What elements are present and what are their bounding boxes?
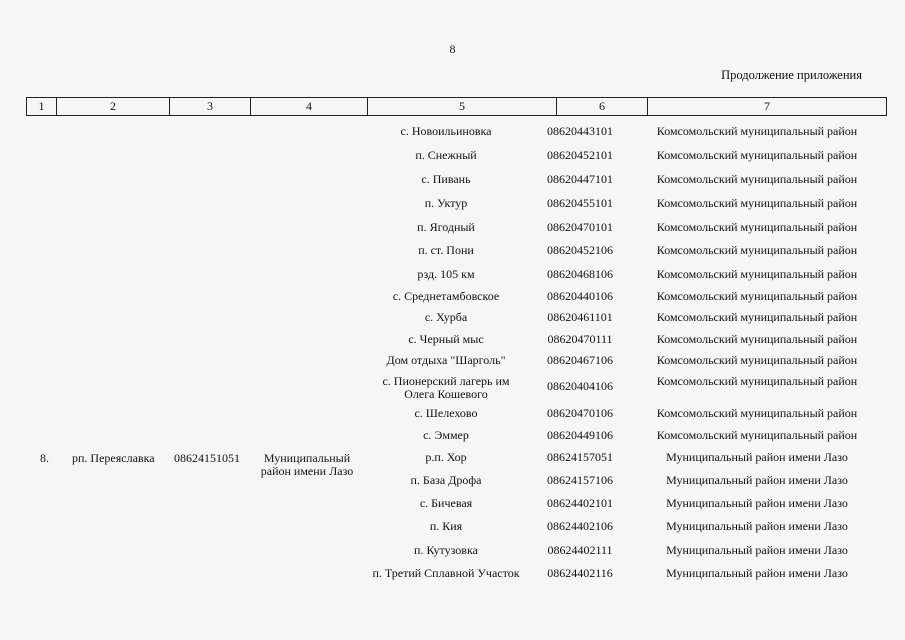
continuation-label: Продолжение приложения <box>721 68 862 82</box>
settlement-district: Комсомольский муниципальный район <box>656 124 858 138</box>
settlement-district: Комсомольский муниципальный район <box>656 310 858 324</box>
admin-center: рп. Переяславка <box>72 451 155 465</box>
settlement-oktmo: 08620452106 <box>547 243 613 257</box>
settlement-district: Муниципальный район имени Лазо <box>666 496 848 510</box>
settlement-oktmo: 08620461101 <box>547 310 613 324</box>
settlement-district: Комсомольский муниципальный район <box>656 353 858 367</box>
settlement-name: п. Ягодный <box>417 220 475 234</box>
settlement-name: с. Эммер <box>423 428 469 442</box>
settlement-name: с. Среднетамбовское <box>392 289 500 303</box>
settlement-oktmo: 08620455101 <box>547 196 613 210</box>
settlement-name: с. Хурба <box>424 310 468 324</box>
settlement-district: Комсомольский муниципальный район <box>656 332 858 346</box>
column-number: 4 <box>251 98 368 116</box>
settlement-name: п. ст. Пони <box>418 243 474 257</box>
settlement-district: Комсомольский муниципальный район <box>656 148 858 162</box>
settlement-district: Муниципальный район имени Лазо <box>666 450 848 464</box>
settlement-oktmo: 08624157106 <box>547 473 613 487</box>
settlement-oktmo: 08620404106 <box>547 379 613 393</box>
settlement-name: п. Уктур <box>424 196 468 210</box>
settlement-name: п. Снежный <box>415 148 477 162</box>
settlement-district: Муниципальный район имени Лазо <box>666 543 848 557</box>
settlement-oktmo: 08620440106 <box>547 289 613 303</box>
page-number: 8 <box>449 42 456 56</box>
settlement-name: с. Пионерский лагерь им Олега Кошевого <box>382 374 510 401</box>
settlement-name: с. Шелехово <box>414 406 478 420</box>
settlement-name: п. База Дрофа <box>410 473 482 487</box>
settlement-name: Дом отдыха "Шарголь" <box>386 353 506 367</box>
column-number: 7 <box>648 98 887 116</box>
column-number-header <box>26 97 887 116</box>
settlement-district: Муниципальный район имени Лазо <box>666 519 848 533</box>
settlement-district: Муниципальный район имени Лазо <box>666 473 848 487</box>
settlement-name: п. Кутузовка <box>414 543 478 557</box>
settlement-district: Муниципальный район имени Лазо <box>666 566 848 580</box>
settlement-oktmo: 08624402106 <box>547 519 613 533</box>
settlement-oktmo: 08620447101 <box>547 172 613 186</box>
column-number: 1 <box>27 98 57 116</box>
admin-center-oktmo: 08624151051 <box>174 451 240 465</box>
settlement-name: п. Кия <box>429 519 463 533</box>
settlement-district: Комсомольский муниципальный район <box>656 374 858 388</box>
column-number: 3 <box>170 98 251 116</box>
settlement-oktmo: 08620470111 <box>547 332 613 346</box>
district-name: Муниципальный район имени Лазо <box>260 451 354 478</box>
settlement-district: Комсомольский муниципальный район <box>656 220 858 234</box>
settlement-name: с. Пивань <box>421 172 471 186</box>
settlement-district: Комсомольский муниципальный район <box>656 196 858 210</box>
settlement-oktmo: 08620452101 <box>547 148 613 162</box>
settlement-name: с. Бичевая <box>419 496 473 510</box>
settlement-district: Комсомольский муниципальный район <box>656 289 858 303</box>
settlement-district: Комсомольский муниципальный район <box>656 267 858 281</box>
settlement-district: Комсомольский муниципальный район <box>656 406 858 420</box>
settlement-oktmo: 08620443101 <box>547 124 613 138</box>
settlement-oktmo: 08620467106 <box>547 353 613 367</box>
settlement-name: с. Новоильиновка <box>400 124 492 138</box>
settlement-oktmo: 08620468106 <box>547 267 613 281</box>
settlement-district: Комсомольский муниципальный район <box>656 428 858 442</box>
settlement-oktmo: 08624402116 <box>547 566 613 580</box>
column-number: 5 <box>368 98 557 116</box>
settlement-oktmo: 08624157051 <box>547 450 613 464</box>
column-number: 2 <box>57 98 170 116</box>
row-number: 8. <box>40 451 49 465</box>
settlement-name: с. Черный мыс <box>408 332 484 346</box>
settlement-name: р.п. Хор <box>425 450 467 464</box>
settlement-oktmo: 08620449106 <box>547 428 613 442</box>
settlement-oktmo: 08620470106 <box>547 406 613 420</box>
column-number: 6 <box>557 98 648 116</box>
settlement-district: Комсомольский муниципальный район <box>656 172 858 186</box>
settlement-name: п. Третий Сплавной Участок <box>372 566 520 580</box>
settlement-oktmo: 08624402101 <box>547 496 613 510</box>
settlement-oktmo: 08620470101 <box>547 220 613 234</box>
settlement-name: рзд. 105 км <box>417 267 475 281</box>
settlement-district: Комсомольский муниципальный район <box>656 243 858 257</box>
settlement-oktmo: 08624402111 <box>547 543 613 557</box>
